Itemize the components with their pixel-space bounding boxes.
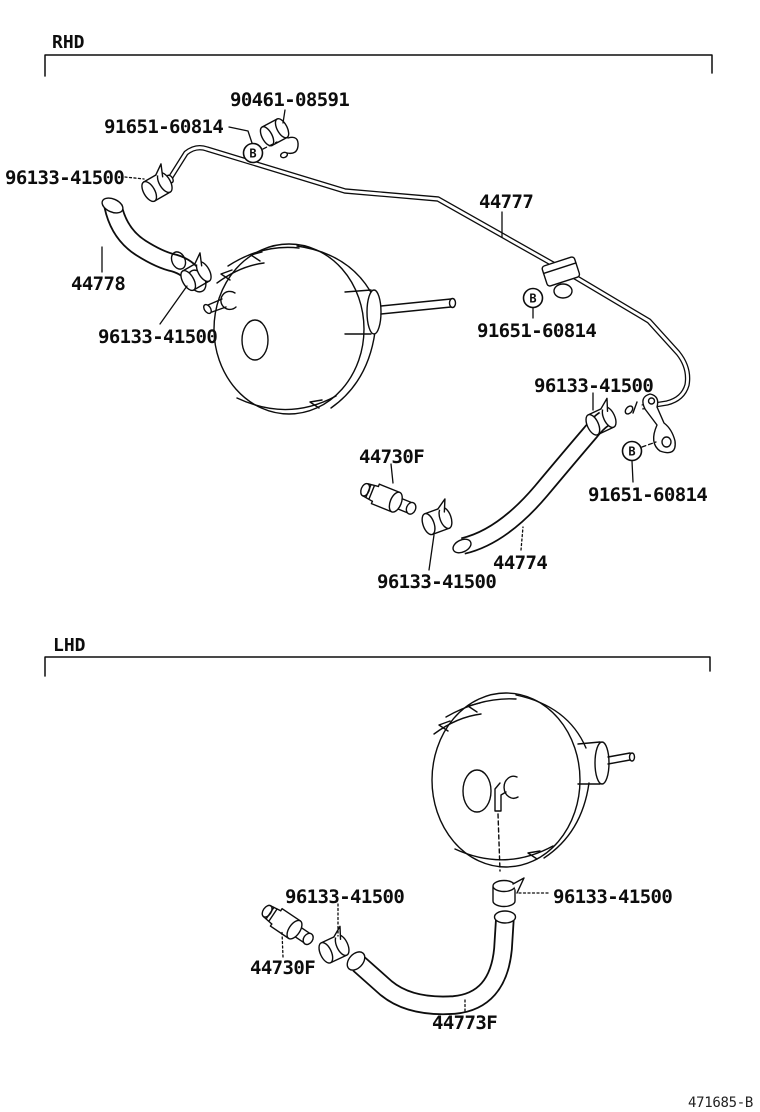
svg-text:B: B [249, 146, 257, 161]
part-label-96133-41500-b: 96133-41500 [98, 326, 218, 348]
part-label-91651-60814-a: 91651-60814 [104, 116, 224, 138]
grommet-90461 [258, 117, 298, 159]
svg-text:B: B [628, 444, 636, 459]
part-label-90461-08591: 90461-08591 [230, 89, 350, 111]
bolt-symbol-b-3 [623, 442, 642, 461]
part-label-91651-60814-b: 91651-60814 [477, 320, 597, 342]
part-label-44773f: 44773F [432, 1012, 498, 1034]
vacuum-hose-44774 [451, 419, 604, 555]
part-label-96133-41500-a: 96133-41500 [5, 167, 125, 189]
part-label-96133-41500-d: 96133-41500 [377, 571, 497, 593]
section-label-rhd: RHD [52, 32, 85, 53]
rhd-section-bracket [45, 55, 712, 76]
hose-clamp-lhd-1 [313, 926, 352, 965]
part-label-44774: 44774 [493, 552, 548, 574]
hose-clamp-lhd-2 [493, 878, 524, 907]
part-label-96133-41500-f: 96133-41500 [553, 886, 673, 908]
bolt-symbol-b-1 [244, 144, 263, 163]
hose-clamp-rhd-4 [417, 499, 455, 536]
part-label-44777: 44777 [479, 191, 534, 213]
part-label-96133-41500-c: 96133-41500 [534, 375, 654, 397]
svg-text:B: B [529, 291, 537, 306]
part-label-91651-60814-c: 91651-60814 [588, 484, 708, 506]
section-label-lhd: LHD [53, 635, 86, 656]
part-label-44778: 44778 [71, 273, 126, 295]
brake-booster-rhd [202, 244, 455, 414]
leader-lines [102, 110, 656, 1011]
brake-booster-lhd [432, 693, 635, 867]
part-label-44730f-rhd: 44730F [359, 446, 425, 468]
hose-clamp-rhd-1 [135, 164, 175, 204]
drawing-code: 471685-B [688, 1095, 754, 1111]
vacuum-hose-44773f [344, 911, 516, 1005]
bolt-symbol-b-2 [524, 289, 543, 308]
part-label-44730f-lhd: 44730F [250, 957, 316, 979]
part-label-96133-41500-e: 96133-41500 [285, 886, 405, 908]
lhd-section-bracket [45, 657, 710, 676]
check-valve-44730f-rhd [358, 479, 420, 520]
